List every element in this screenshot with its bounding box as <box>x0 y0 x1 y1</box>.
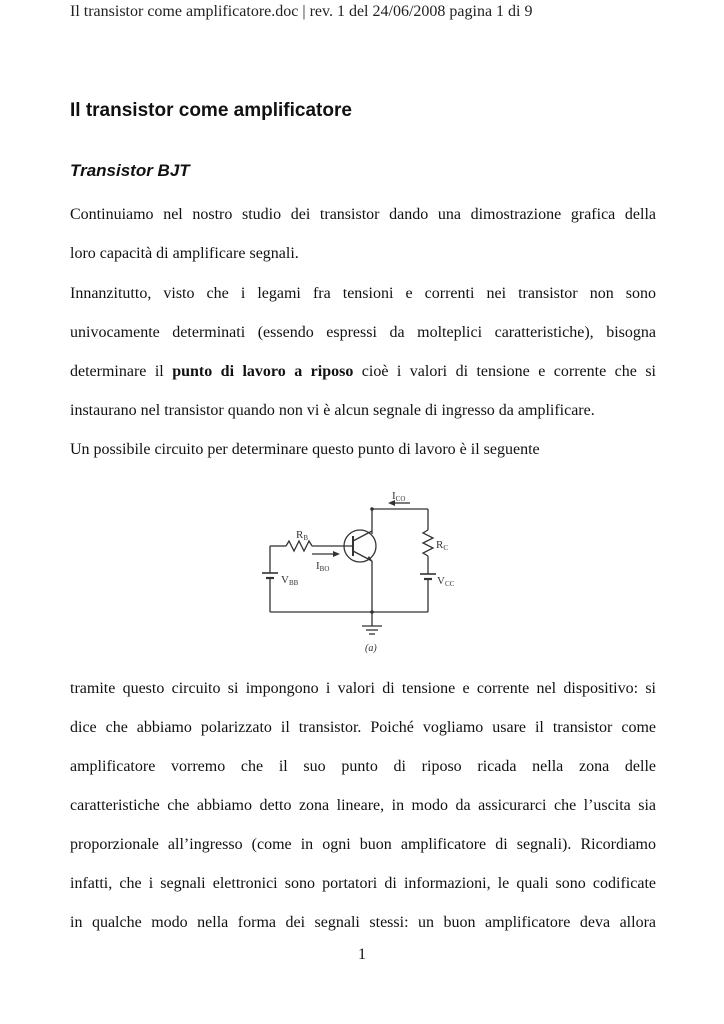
label-rc <box>436 539 448 552</box>
label-ico-sub: CO <box>395 495 406 503</box>
paragraph-line: instaurano nel transistor quando non vi è alcun segnale di ingresso da amplificare. <box>70 402 595 419</box>
document-title: Il transistor come amplificatore <box>70 100 352 121</box>
paragraph-line: infatti, che i segnali elettronici sono portatori di informazioni, le quali sono codificate <box>70 875 656 892</box>
paragraph-line: caratteristiche che abbiamo detto zona lineare, in modo da assicurarci che l’uscita sia <box>70 797 656 814</box>
paragraph-line: Continuiamo nel nostro studio dei transistor dando una dimostrazione grafica della <box>70 206 656 223</box>
page-number: 1 <box>358 946 366 963</box>
paragraph-amplifier <box>70 677 656 950</box>
paragraph-intro <box>70 203 656 281</box>
paragraph-bias-point <box>70 282 656 438</box>
label-ibo <box>316 560 329 573</box>
label-rb-sub: B <box>303 534 309 542</box>
figure-caption: (a) <box>365 643 377 654</box>
text-run: cioè i valori di tensione e corrente che si <box>353 363 656 380</box>
label-ico-main: I <box>392 490 396 502</box>
bold-term: punto di lavoro a riposo <box>172 363 354 380</box>
paragraph-line: loro capacità di amplificare segnali. <box>70 245 299 262</box>
paragraph-line: Innanzitutto, visto che i legami fra tensioni e correnti nei transistor non sono <box>70 285 656 302</box>
paragraph-line: dice che abbiamo polarizzato il transistor. Poiché vogliamo usare il transistor come <box>70 719 656 736</box>
paragraph-line: tramite questo circuito si impongono i valori di tensione e corrente nel dispositivo: si <box>70 680 656 697</box>
page-header: Il transistor come amplificatore.doc | rev. 1 del 24/06/2008 pagina 1 di 9 <box>70 3 533 20</box>
paragraph-line: proporzionale all’ingresso (come in ogni buon amplificatore di segnali). Ricordiamo <box>70 836 656 853</box>
label-vbb-main: V <box>281 574 289 586</box>
paragraph-line: Un possibile circuito per determinare questo punto di lavoro è il seguente <box>70 441 540 458</box>
label-ico <box>392 490 405 503</box>
label-ibo-sub: BO <box>319 565 330 573</box>
bjt-bias-circuit-figure <box>258 468 488 658</box>
paragraph-line: amplificatore vorremo che il suo punto di riposo ricada nella zona delle <box>70 758 656 775</box>
label-vcc-sub: CC <box>444 580 455 588</box>
label-rc-sub: C <box>443 544 449 552</box>
label-ibo-main: I <box>316 560 320 572</box>
section-subtitle: Transistor BJT <box>70 161 190 180</box>
paragraph-line: in qualche modo nella forma dei segnali stessi: un buon amplificatore deva allora <box>70 914 656 931</box>
label-vbb <box>281 574 299 587</box>
paragraph-line: univocamente determinati (essendo espressi da molteplici caratteristiche), bisogna <box>70 324 656 341</box>
label-vcc-main: V <box>437 575 445 587</box>
label-vcc <box>437 575 455 588</box>
text-run: determinare il <box>70 363 173 380</box>
paragraph-line <box>70 360 656 399</box>
label-rb <box>296 529 308 542</box>
label-rb-main: R <box>296 529 304 541</box>
label-rc-main: R <box>436 539 444 551</box>
label-vbb-sub: BB <box>288 579 299 587</box>
